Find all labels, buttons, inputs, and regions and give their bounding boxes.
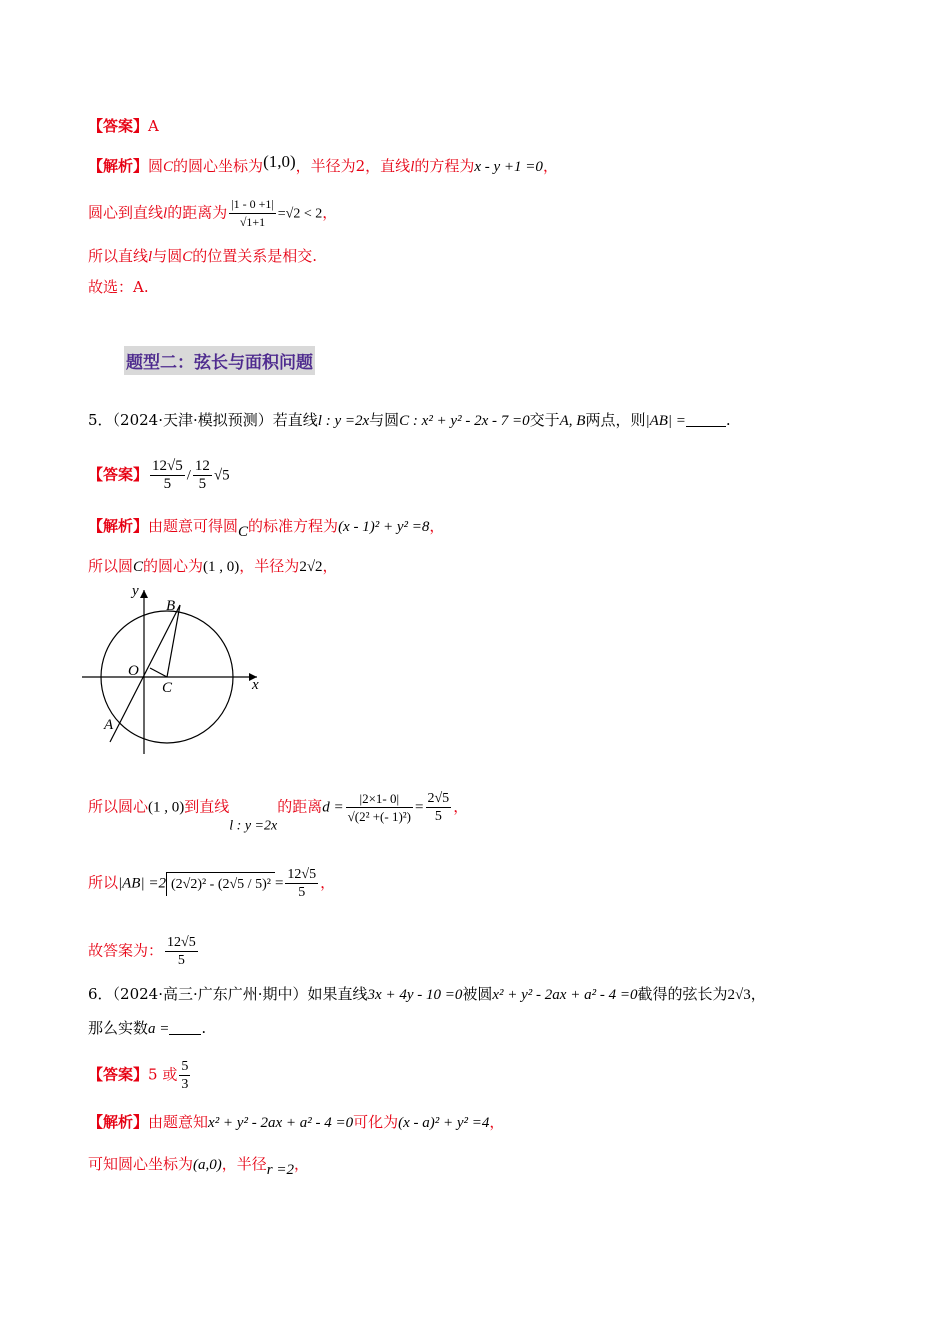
q6-analysis-line-2 bbox=[88, 1154, 309, 1180]
q5-analysis-line-4 bbox=[88, 866, 335, 901]
math-var: l bbox=[148, 249, 153, 265]
math-d: d = bbox=[322, 799, 344, 816]
question-source: （2024·高三·广东广州·期中） bbox=[112, 985, 308, 1003]
fraction-numerator: 2√5 bbox=[427, 791, 450, 806]
math-circle: x² + y² - 2ax + a² - 4 =0 bbox=[492, 987, 638, 1003]
q5-analysis-line-3 bbox=[88, 790, 468, 837]
text: . bbox=[725, 411, 731, 429]
fraction-denominator: 5 bbox=[298, 885, 306, 900]
q4-analysis-line-2 bbox=[88, 196, 337, 231]
text: 两点，则 bbox=[585, 411, 646, 429]
math-abs: |AB| =2 bbox=[118, 875, 166, 892]
text: 圆 bbox=[148, 157, 164, 175]
question-number: 5． bbox=[88, 411, 113, 429]
text: 所以圆 bbox=[88, 557, 134, 575]
distance-fraction bbox=[346, 790, 413, 825]
math-equation: x - y +1 =0 bbox=[474, 159, 543, 175]
text: 若直线 bbox=[272, 411, 318, 429]
radius-CB bbox=[167, 605, 180, 677]
analysis-tag: 【解析】 bbox=[88, 517, 149, 535]
answer-tag: 【答案】 bbox=[88, 117, 149, 135]
text: 的圆心为 bbox=[143, 557, 204, 575]
analysis-tag: 【解析】 bbox=[88, 157, 149, 175]
text: 的距离 bbox=[277, 797, 323, 816]
fraction-numerator: 12√5 bbox=[167, 935, 196, 950]
fraction-denominator: √1+1 bbox=[239, 215, 266, 229]
distance-result-fraction bbox=[426, 790, 452, 825]
math-abs: |AB| = bbox=[645, 413, 686, 429]
q5-answer-line bbox=[88, 458, 230, 493]
perpendicular-CD bbox=[150, 668, 167, 677]
label-y: y bbox=[132, 583, 139, 599]
fraction-numerator: 12√5 bbox=[287, 867, 317, 882]
text: 可知圆心坐标为 bbox=[88, 1155, 194, 1173]
fraction-numerator: 5 bbox=[181, 1059, 189, 1074]
chord-result-fraction bbox=[285, 866, 318, 901]
math-var: C bbox=[163, 159, 174, 175]
q4-answer-line bbox=[88, 116, 159, 136]
math-points: A, B bbox=[559, 413, 586, 429]
text: 与圆 bbox=[152, 247, 183, 265]
math-equation-standard: (x - a)² + y² =4 bbox=[398, 1115, 490, 1131]
math-radius: 2√2 bbox=[299, 559, 323, 575]
text: 可化为 bbox=[353, 1113, 399, 1131]
final-answer-fraction bbox=[165, 934, 198, 969]
text: 被圆 bbox=[462, 985, 493, 1003]
text: 交于 bbox=[529, 411, 560, 429]
math-var: C bbox=[182, 249, 193, 265]
math-center: (1,0) bbox=[263, 152, 296, 171]
math-result: =√2 < 2 bbox=[277, 206, 323, 222]
text: 的位置关系是相交. bbox=[192, 247, 317, 265]
text: ， bbox=[320, 873, 336, 892]
q6-answer-line bbox=[88, 1058, 192, 1093]
text: 的标准方程为 bbox=[248, 517, 339, 535]
fraction-numerator: |1 - 0 +1| bbox=[229, 196, 276, 214]
answer-blank bbox=[169, 1020, 201, 1035]
text: 那么实数 bbox=[88, 1019, 149, 1037]
q4-analysis-line-1 bbox=[88, 152, 558, 177]
q5-analysis-line-1 bbox=[88, 516, 444, 542]
math-center: (a,0) bbox=[193, 1157, 222, 1173]
math-var: l bbox=[163, 205, 168, 222]
label-O: O bbox=[128, 663, 139, 679]
math-line: 3x + 4y - 10 =0 bbox=[367, 987, 463, 1003]
text: ，半径为 bbox=[239, 557, 300, 575]
text: 与圆 bbox=[369, 411, 400, 429]
math-radius: r =2 bbox=[266, 1162, 294, 1178]
y-axis-arrow bbox=[140, 590, 148, 598]
answer-fraction-1 bbox=[150, 458, 185, 493]
text: ，半径 bbox=[221, 1155, 267, 1173]
q6-stem bbox=[88, 984, 766, 1005]
answer-fraction-2 bbox=[193, 458, 212, 493]
text: 的圆心坐标为 bbox=[173, 157, 264, 175]
text: 由题意可得圆 bbox=[148, 517, 239, 535]
answer-value: 5 或 bbox=[148, 1065, 178, 1084]
text: 到直线 bbox=[184, 797, 230, 816]
fraction-denominator: √(2² +(- 1)²) bbox=[347, 809, 412, 824]
fraction-denominator: 5 bbox=[163, 476, 172, 492]
text: ， bbox=[294, 1155, 310, 1173]
fraction-denominator: 5 bbox=[434, 809, 442, 824]
fraction-numerator: 12 bbox=[194, 458, 210, 474]
math-circle: C : x² + y² - 2x - 7 =0 bbox=[399, 413, 530, 429]
text: 截得的弦长为 bbox=[637, 985, 728, 1003]
text: 的距离为 bbox=[167, 203, 228, 222]
fraction-numerator: |2×1- 0| bbox=[346, 790, 413, 808]
math-var: C bbox=[238, 524, 249, 540]
math-equation: x² + y² - 2ax + a² - 4 =0 bbox=[208, 1115, 354, 1131]
fraction-numerator: 12√5 bbox=[152, 458, 183, 474]
text: ， bbox=[322, 557, 338, 575]
math-var: C bbox=[133, 559, 144, 575]
q5-final-answer bbox=[88, 934, 200, 969]
text: 所以 bbox=[88, 873, 119, 892]
fraction-denominator: 3 bbox=[181, 1077, 189, 1092]
line-AB bbox=[110, 605, 180, 742]
text: 圆心到直线 bbox=[88, 203, 164, 222]
q4-analysis-line-3 bbox=[88, 246, 317, 267]
text: ， bbox=[750, 985, 766, 1003]
q6-analysis-line-1 bbox=[88, 1112, 504, 1133]
math-var: a = bbox=[148, 1021, 170, 1037]
answer-tag: 【答案】 bbox=[88, 1065, 149, 1084]
answer-fraction bbox=[179, 1058, 190, 1093]
text: 的方程为 bbox=[414, 157, 475, 175]
text: ， bbox=[429, 517, 445, 535]
label-B: B bbox=[166, 598, 176, 614]
fraction-denominator: 5 bbox=[177, 953, 185, 968]
math-center: (1 , 0) bbox=[203, 559, 240, 575]
label-C: C bbox=[162, 680, 173, 696]
question-source: （2024·天津·模拟预测） bbox=[112, 411, 273, 429]
question-number: 6． bbox=[88, 985, 113, 1003]
q6-stem-2 bbox=[88, 1018, 206, 1039]
text: ， bbox=[453, 797, 469, 816]
math-center: (1 , 0) bbox=[148, 799, 185, 816]
text: 如果直线 bbox=[307, 985, 368, 1003]
answer-tag: 【答案】 bbox=[88, 465, 149, 484]
answer-separator: / bbox=[186, 467, 191, 484]
math-radical: (2√2)² - (2√5 / 5)² bbox=[166, 872, 275, 896]
distance-fraction bbox=[229, 196, 276, 231]
math-line: l : y =2x bbox=[229, 818, 278, 834]
section-heading: 题型二：弦长与面积问题 bbox=[124, 346, 315, 375]
math-equation: (x - 1)² + y² =8 bbox=[338, 519, 430, 535]
text: . bbox=[201, 1019, 207, 1037]
fraction-denominator: 5 bbox=[198, 476, 207, 492]
text: 由题意知 bbox=[148, 1113, 209, 1131]
text: ， bbox=[322, 203, 338, 222]
math-equals: = bbox=[274, 875, 284, 892]
answer-tail: √5 bbox=[213, 467, 230, 484]
q5-analysis-line-2 bbox=[88, 556, 338, 577]
answer-blank bbox=[686, 412, 726, 427]
q5-stem bbox=[88, 410, 731, 431]
text: ， bbox=[489, 1113, 505, 1131]
q4-conclusion: 故选：A. bbox=[88, 278, 149, 296]
text: ， bbox=[542, 157, 558, 175]
text: 所以圆心 bbox=[88, 797, 149, 816]
analysis-tag: 【解析】 bbox=[88, 1113, 149, 1131]
text: 故答案为： bbox=[88, 941, 164, 960]
text: ，半径为2，直线 bbox=[295, 157, 411, 175]
answer-value: A bbox=[148, 117, 159, 135]
math-line: l : y =2x bbox=[317, 413, 370, 429]
math-var: l bbox=[410, 159, 415, 175]
label-x: x bbox=[252, 677, 259, 693]
label-A: A bbox=[104, 717, 114, 733]
circle-figure bbox=[82, 582, 282, 762]
text: 所以直线 bbox=[88, 247, 149, 265]
math-length: 2√3 bbox=[727, 987, 751, 1003]
math-equals: = bbox=[415, 799, 424, 816]
